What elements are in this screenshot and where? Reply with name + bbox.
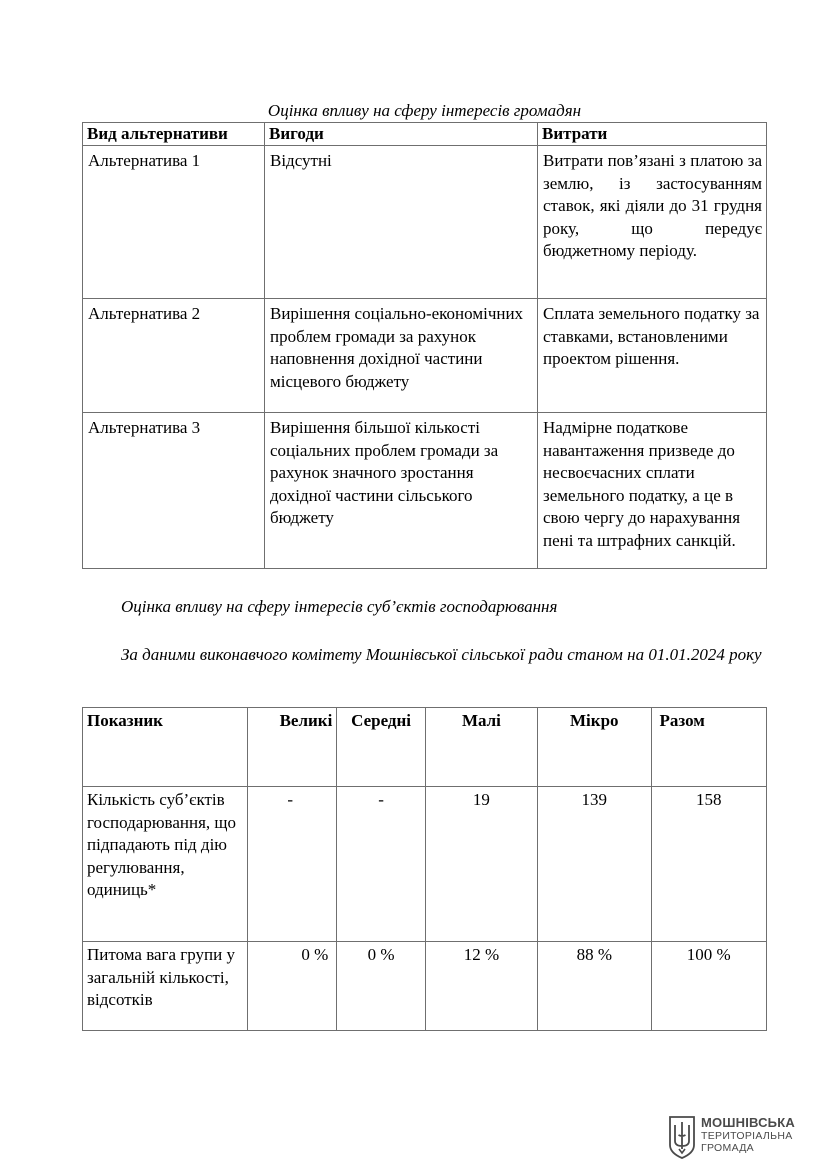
trident-emblem-icon [668, 1115, 696, 1159]
alt-benefits: Вирішення соціально-економічних проблем громади за рахунок наповнення дохідної частини місцевого бюджету [265, 299, 538, 413]
value-micro: 88 % [538, 942, 651, 1031]
business-impact-table [82, 707, 767, 1031]
value-small: 12 % [425, 942, 537, 1031]
alt-name: Альтернатива 3 [83, 413, 265, 569]
value-medium: 0 % [337, 942, 425, 1031]
table-row [83, 413, 767, 569]
header-micro: Мікро [538, 708, 651, 787]
header-indicator: Показник [83, 708, 248, 787]
value-total: 100 % [651, 942, 766, 1031]
header-alternative: Вид альтернативи [83, 123, 265, 146]
indicator-label: Питома вага групи у загальній кількості, відсотків [83, 942, 248, 1031]
table-header-row [83, 708, 767, 787]
header-benefits: Вигоди [265, 123, 538, 146]
alt-costs: Сплата земельного податку за ставками, встановленими проектом рішення. [538, 299, 767, 413]
table-row [83, 146, 767, 299]
table-row [83, 299, 767, 413]
logo-line1: МОШНІВСЬКА [701, 1115, 795, 1130]
logo-line3: ГРОМАДА [701, 1142, 754, 1154]
table-header-row [83, 123, 767, 146]
header-medium: Середні [337, 708, 425, 787]
section2-title: Оцінка впливу на сферу інтересів суб’єктів господарювання [121, 597, 558, 616]
section2-note: За даними виконавчого комітету Мошнівської сільської ради станом на 01.01.2024 року [121, 645, 762, 664]
alt-benefits: Відсутні [265, 146, 538, 299]
value-total: 158 [651, 787, 766, 942]
value-medium: - [337, 787, 425, 942]
value-micro: 139 [538, 787, 651, 942]
citizens-impact-table [82, 122, 767, 569]
alt-name: Альтернатива 1 [83, 146, 265, 299]
indicator-label: Кількість суб’єктів господарювання, що підпадають під дію регулювання, одиниць* [83, 787, 248, 942]
value-small: 19 [425, 787, 537, 942]
table-row [83, 942, 767, 1031]
header-large: Великі [248, 708, 337, 787]
logo-line2: ТЕРИТОРІАЛЬНА [701, 1130, 793, 1142]
alt-costs: Надмірне податкове навантаження призведе до несвоєчасних сплати земельного податку, а це в свою чергу до нарахування пені та штрафних санкцій. [538, 413, 767, 569]
value-large: 0 % [248, 942, 337, 1031]
header-small: Малі [425, 708, 537, 787]
header-total: Разом [651, 708, 766, 787]
table-row [83, 787, 767, 942]
section1-title: Оцінка впливу на сферу інтересів громадян [267, 101, 582, 120]
alt-costs: Витрати пов’язані з платою за землю, із застосуванням ставок, які діяли до 31 грудня року, що передує бюджетному періоду. [538, 146, 767, 299]
alt-benefits: Вирішення більшої кількості соціальних проблем громади за рахунок значного зростання дохідної частини сільського бюджету [265, 413, 538, 569]
community-logo [668, 1115, 813, 1161]
logo-text [701, 1116, 795, 1154]
value-large: - [248, 787, 337, 942]
alt-name: Альтернатива 2 [83, 299, 265, 413]
header-costs: Витрати [538, 123, 767, 146]
